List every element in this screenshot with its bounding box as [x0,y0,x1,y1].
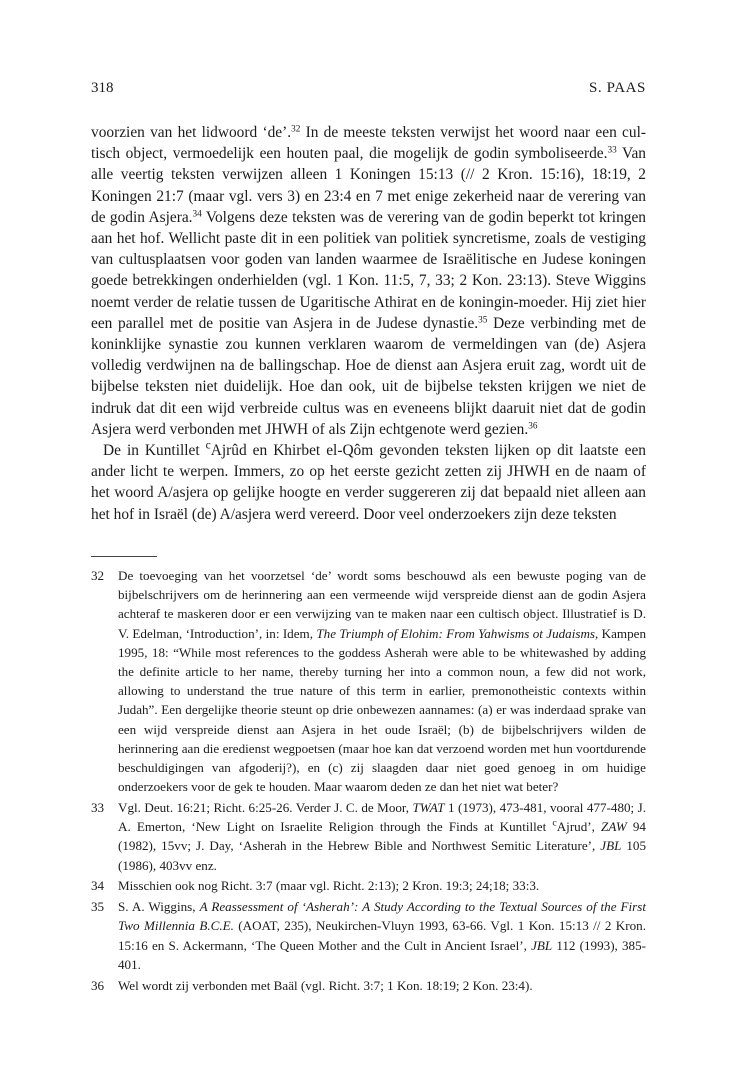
paragraph-2 [91,440,646,525]
footnote-ref-32[interactable]: 32 [291,123,301,134]
footnote-text: 94 (1982), 15vv; J. Day, ‘Asherah in the Hebrew Bible and Northwest Semitic Literature’, [118,819,646,854]
text-run: Deze verbinding met de koninklijke synastie zou kunnen verklaren waarom de vermeldingen van (de) Asjera volledig verdwijnen na de ballingschap. Hoe de dienst aan Asjera eruit zag, wordt uit de bijbelse teksten niet duidelijk. Hoe dan ook, uit de bijbelse teksten krijgen we niet de indruk dat dit een wijd verbreide cultus was en eveneens blijkt daaruit niet dat de godin Asjera werd verbonden met JHWH of als Zijn echtgenote werd gezien. [91,314,647,438]
ayin-mark: c [205,439,211,452]
footnote-number: 32 [91,568,105,583]
footnote-text: Misschien ook nog Richt. 3:7 (maar vgl. Richt. 2:13); 2 Kron. 19:3; 24;18; 33:3. [118,878,540,894]
footnote-number: 33 [91,800,105,816]
footnote-text: , Kampen 1995, 18: “While most references to the goddess Asherah were able to be whitewashed by adding the definite article to her name, thereby turning her into a common noun, a few did not work, allowing to understand the true nature of this term in earlier, premonotheistic contexts within Judah”. Een dergelijke theorie steunt op drie onbewezen aannames: (a) er was inderdaad sprake van een wijd verspreide dienst aan Asjera in het oude Israël; (b) de bijbelschrijvers wilden de herinnering aan die eredienst wegpoetsen (maar hoe kan dat verzoend worden met hun voortdurende beschuldigingen van afgoderij?), en (c) zij slaagden daar niet goed genoeg in om huidige onderzoekers voor de gek te houden. Maar waarom deden ze dan het niet wat beter? [118,625,647,795]
journal-abbrev: ZAW [601,819,627,835]
footnote-separator [91,556,157,557]
ayin-mark: c [552,817,557,829]
footnote-34 [91,876,646,895]
journal-abbrev: JBL [531,937,553,953]
footnote-ref-36[interactable]: 36 [528,420,538,431]
text-run: Van alle veertig teksten verwijzen alleen 1 Koningen 15:13 (// 2 Kron. 15:16), 18:19, 2 Koningen 21:7 (maar vgl. vers 3) en 23:4 en 7 met enige zekerheid naar de verering van de godin Asjera. [91,145,646,226]
footnote-text: De toevoeging van het voorzetsel ‘de’ wordt soms beschouwd als een bewuste poging van de bijbelschrijvers om de herinnering aan een vermeende wijd verspreide dienst aan de godin Asjera achteraf te maskeren door er een verwijzing van te maken naar een cultisch object. Illustratief is D. V. Edelman, ‘Introduction’, in: Idem, [118,568,646,641]
footnote-number: 35 [91,899,105,915]
footnote-text: 112 (1993), 385-401. [118,937,646,972]
footnote-text: Wel wordt zij verbonden met Baäl (vgl. Richt. 3:7; 1 Kon. 18:19; 2 Kon. 23:4). [118,977,533,993]
footnote-ref-35[interactable]: 35 [478,314,488,325]
journal-abbrev: JBL [600,838,622,854]
footnote-text: 105 (1986), 403vv enz. [118,838,646,873]
running-head: S. PAAS [588,80,646,96]
text-run: Ajrûd en Khirbet el-Qôm gevonden teksten lijken op dit laatste een ander licht te werpen. Immers, zo op het eerste gezicht zetten zij JHWH en de naam of het woord A/asjera op gelijke hoogte en verder suggereren zij dat bepaald niet alleen aan het hof in Israël (de) A/asjera werd vereerd. Door veel onderzoekers zijn deze teksten [91,442,646,523]
main-text [91,122,646,525]
footnote-text: (AOAT, 235), Neukirchen-Vluyn 1993, 63-66. Vgl. 1 Kon. 15:13 // 2 Kron. 15:16 en S. Ackermann, ‘The Queen Mother and the Cult in Ancient Israel’, [118,918,646,953]
footnote-ref-33[interactable]: 33 [607,144,617,155]
footnote-32 [91,566,646,796]
footnote-36 [91,976,646,995]
footnote-text: S. A. Wiggins, [118,899,200,915]
footnote-35 [91,897,646,974]
footnote-text: Ajrud’, [556,819,602,835]
footnote-ref-34[interactable]: 34 [192,208,202,219]
footnotes [91,566,646,996]
footnote-number: 34 [91,878,105,894]
footnote-33 [91,798,646,875]
footnote-text: 1 (1973), 473-481, vooral 477-480; J. A. Emerton, ‘New Light on Israelite Religion through the Finds at Kuntillet [118,800,646,835]
text-run: Volgens deze teksten was de verering van de godin beperkt tot kringen aan het hof. Wellicht paste dit in een politiek van politiek syncretisme, zoals de vestiging van cultusplaatsen voor goden van landen waarmee de Israëlitische en Judese koningen goede betrekkingen onderhielden (vgl. 1 Kon. 11:5, 7, 33; 2 Kon. 23:13). Steve Wiggins noemt verder de relatie tussen de Ugaritische Athirat en de koningin-moeder. Hij ziet hier een parallel met de positie van Asjera in de Judese dynastie. [91,208,646,332]
journal-abbrev: TWAT [412,800,445,816]
paragraph-1 [91,122,646,440]
footnote-text: Vgl. Deut. 16:21; Richt. 6:25-26. Verder J. C. de Moor, [118,800,413,816]
text-run: voorzien van het lidwoord ‘de’. [91,124,292,141]
footnote-book-title: The Triumph of Elohim: From Yahwisms ot Judaisms [316,625,596,641]
page-number: 318 [91,80,114,96]
footnote-number: 36 [91,977,105,993]
text-run: De in Kuntillet [103,442,206,460]
text-run: In de meeste teksten verwijst het woord naar een cultisch object, vermoedelijk een houten paal, die mogelijk de godin symboliseerde. [91,124,646,163]
footnote-book-title: A Reassessment of ‘Asherah’: A Study According to the Textual Sources of the First Two Millennia B.C.E. [118,899,647,934]
